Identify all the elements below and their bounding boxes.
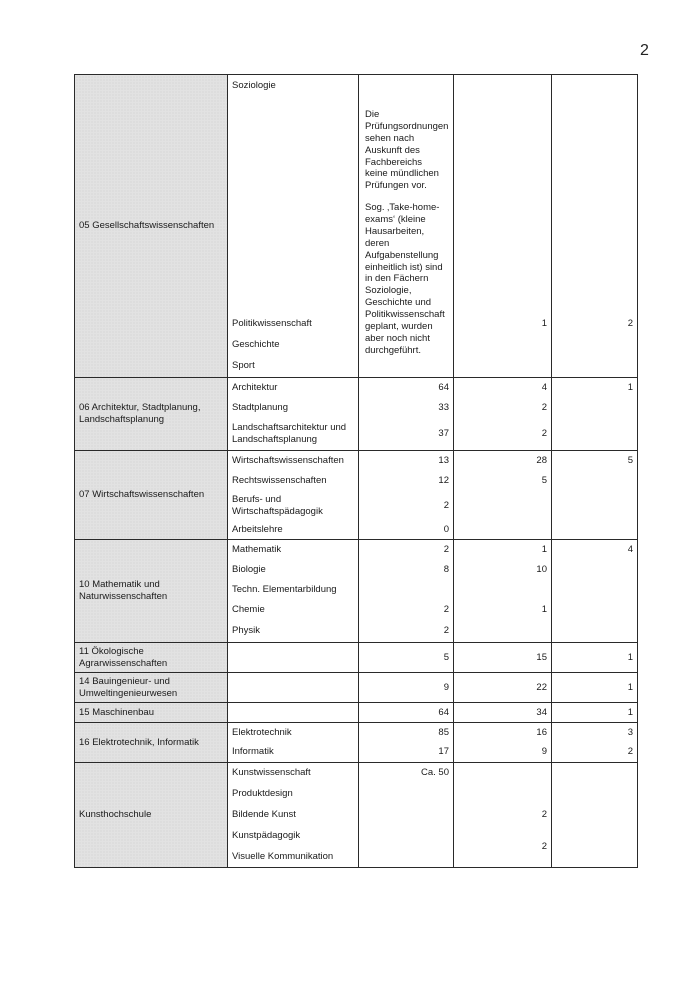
- value-cell: 64: [438, 706, 449, 718]
- faculty-cell: 06 Architektur, Stadtplanung, Landschaftsplanung: [75, 378, 228, 451]
- faculty-cell: 14 Bauingenieur- und Umweltingenieurwesen: [75, 673, 228, 703]
- value-cell: 1: [627, 382, 633, 394]
- table-row: [75, 703, 638, 723]
- subject-cell: Mathematik: [232, 544, 282, 556]
- value-cell: 5: [541, 475, 547, 487]
- note-cell: [359, 75, 454, 378]
- value-cell: 34: [536, 706, 547, 718]
- value-cell: 1: [627, 651, 633, 663]
- value-cell: 13: [438, 455, 449, 467]
- value-cell: Ca. 50: [421, 767, 449, 779]
- subject-cell: Landschaftsarchitektur und Landschaftsplanung: [232, 422, 347, 445]
- table-row: [75, 643, 638, 673]
- faculty-cell: 07 Wirtschaftswissenschaften: [75, 451, 228, 540]
- subject-cell: Stadtplanung: [232, 402, 288, 414]
- subject-cell: Sport: [232, 360, 255, 372]
- value-cell: 33: [438, 402, 449, 414]
- subject-cell: Visuelle Kommunikation: [232, 850, 334, 862]
- value-cell: 28: [536, 455, 547, 467]
- value-cell: 1: [627, 681, 633, 693]
- value-cell: 37: [438, 428, 449, 440]
- value-cell: 9: [443, 681, 449, 693]
- value-cell: 2: [541, 841, 547, 853]
- subject-cell: Rechtswissenschaften: [232, 475, 327, 487]
- value-cell: 16: [536, 726, 547, 738]
- subject-cell: Geschichte: [232, 338, 280, 350]
- table-row: [75, 378, 638, 451]
- faculty-cell: 11 Ökologische Agrarwissenschaften: [75, 643, 228, 673]
- value-cell: 10: [536, 564, 547, 576]
- subject-cell: Kunstpädagogik: [232, 829, 301, 841]
- value-cell: 85: [438, 726, 449, 738]
- table-row: [75, 540, 638, 643]
- subject-cell: Arbeitslehre: [232, 524, 283, 536]
- faculty-cell: 10 Mathematik und Naturwissenschaften: [75, 540, 228, 643]
- value-cell: 8: [443, 564, 449, 576]
- subject-cell: Architektur: [232, 382, 278, 394]
- subject-cell: Soziologie: [232, 79, 276, 91]
- value-cell: 1: [541, 317, 547, 329]
- value-cell: 2: [443, 544, 449, 556]
- value-cell: 1: [541, 604, 547, 616]
- value-cell: 2: [443, 604, 449, 616]
- value-cell: 4: [627, 544, 633, 556]
- value-cell: 15: [536, 651, 547, 663]
- subject-cell: Elektrotechnik: [232, 726, 292, 738]
- faculty-cell: 15 Maschinenbau: [75, 703, 228, 723]
- value-cell: 3: [627, 726, 633, 738]
- subject-cell: Wirtschaftswissenschaften: [232, 455, 344, 467]
- value-cell: 2: [443, 500, 449, 512]
- value-cell: 9: [541, 746, 547, 758]
- subject-cell: Chemie: [232, 604, 265, 616]
- value-cell: 1: [541, 544, 547, 556]
- value-cell: 2: [541, 808, 547, 820]
- value-cell: 0: [443, 524, 449, 536]
- value-cell: 17: [438, 746, 449, 758]
- note-text: Sog. ‚Take-home-exams‘ (kleine Hausarbeiten, deren Aufgabenstellung einheitlich ist) sind in den Fächern Soziologie, Geschichte und Politikwissenschaft geplant, wurden aber noch nicht durchgeführt.: [365, 202, 445, 356]
- table-row: [75, 763, 638, 868]
- value-cell: 2: [541, 402, 547, 414]
- table-row: [75, 723, 638, 763]
- table-row: [75, 75, 638, 378]
- value-cell: 1: [627, 706, 633, 718]
- subject-cell: Politikwissenschaft: [232, 317, 312, 329]
- value-cell: 12: [438, 475, 449, 487]
- value-cell: 5: [443, 651, 449, 663]
- value-cell: 64: [438, 382, 449, 394]
- value-cell: 2: [541, 428, 547, 440]
- table-row: [75, 451, 638, 540]
- subject-cell: Berufs- und Wirtschaftspädagogik: [232, 494, 323, 517]
- table-row: [75, 673, 638, 703]
- faculty-cell: 05 Gesellschaftswissenschaften: [75, 75, 228, 378]
- faculty-cell: Kunsthochschule: [75, 763, 228, 868]
- value-cell: 5: [627, 455, 633, 467]
- faculty-cell: 16 Elektrotechnik, Informatik: [75, 723, 228, 763]
- subject-cell: Biologie: [232, 564, 266, 576]
- value-cell: 22: [536, 681, 547, 693]
- value-cell: 2: [627, 317, 633, 329]
- subject-cell: Kunstwissenschaft: [232, 767, 311, 779]
- subject-cell: Produktdesign: [232, 787, 293, 799]
- value-cell: 2: [443, 625, 449, 637]
- exam-statistics-table: [74, 74, 638, 868]
- subject-cell: Physik: [232, 625, 260, 637]
- subject-cell: Techn. Elementarbildung: [232, 584, 337, 596]
- subject-cell: Informatik: [232, 746, 274, 758]
- value-cell: 2: [627, 746, 633, 758]
- subject-cell: Bildende Kunst: [232, 808, 296, 820]
- note-text: Die Prüfungsordnungen sehen nach Auskunft des Fachbereichs keine mündlichen Prüfungen vor.: [365, 109, 449, 192]
- page-number: 2: [640, 42, 649, 59]
- value-cell: 4: [541, 382, 547, 394]
